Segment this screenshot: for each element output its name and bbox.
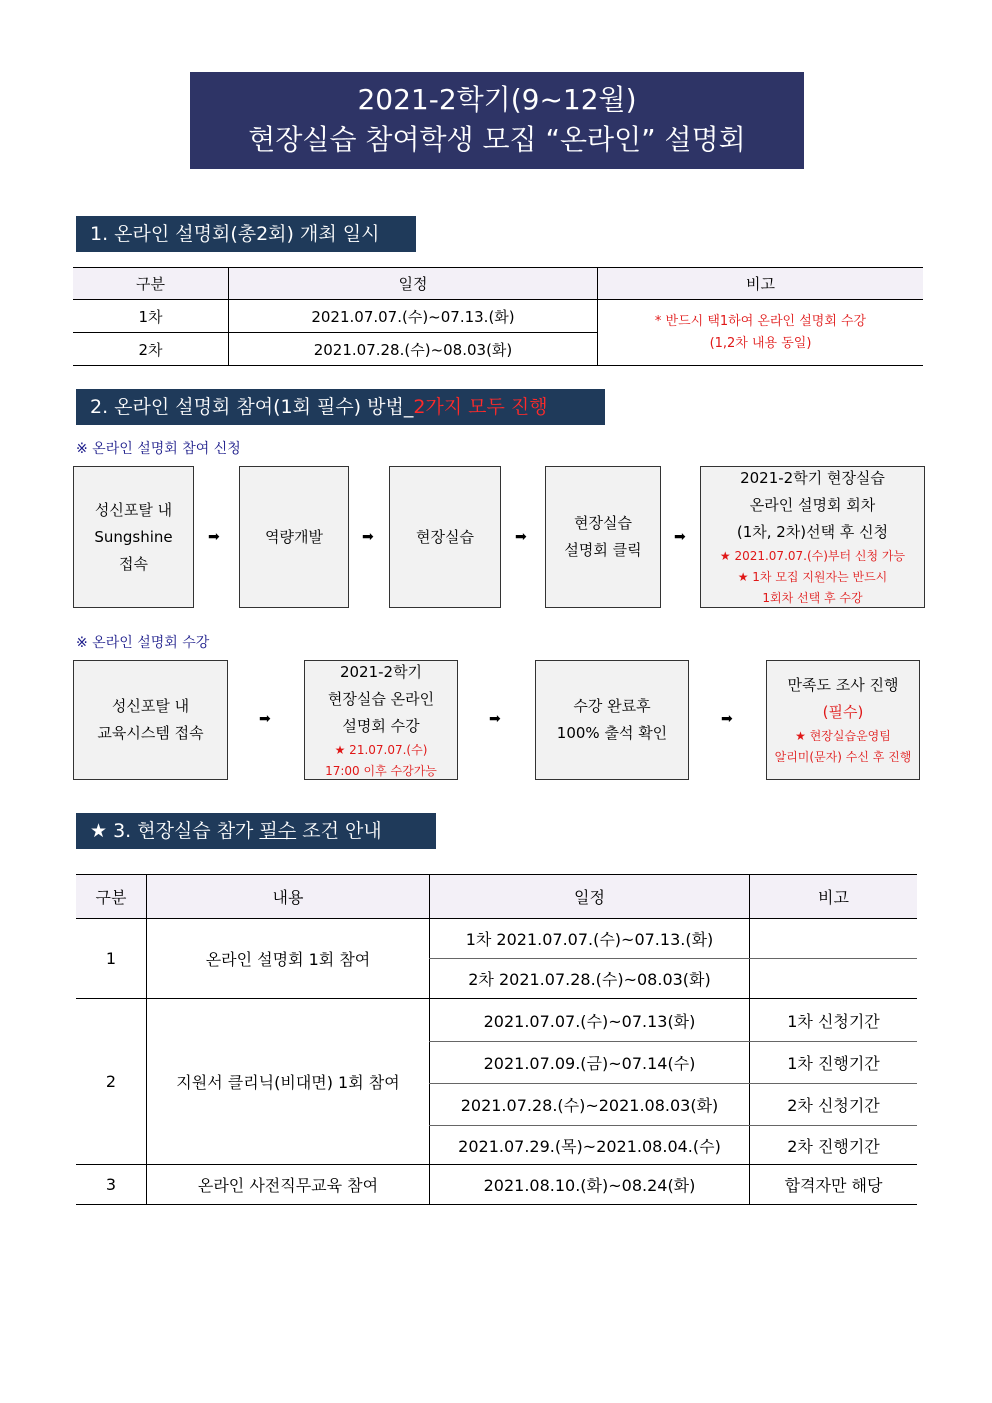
table-header-row [73,268,923,300]
arrow-icon: ➡ [721,711,733,727]
arrow-icon: ➡ [208,529,220,545]
row-date: 2021.07.28.(수)~2021.08.03(화) [430,1084,750,1126]
arrow-icon: ➡ [515,529,527,545]
flow-2-step-4: 만족도 조사 진행 (필수) ★ 현장실습운영팀 알리미(문자) 수신 후 진행 [766,660,920,780]
step-note: 17:00 이후 수강가능 [325,763,437,778]
header-remarks: 비고 [750,875,918,919]
step-note: ★ 21.07.07.(수) [334,742,428,757]
table-row [76,1165,917,1205]
row-date: 2021.07.09.(금)~07.14(수) [430,1042,750,1084]
step-note: 1회차 선택 후 수강 [762,591,863,605]
row-content: 온라인 설명회 1회 참여 [147,919,430,999]
flow-1-label: ※ 온라인 설명회 참여 신청 [76,441,241,457]
header-category: 구분 [73,268,229,300]
header-content: 내용 [147,875,430,919]
table-header-row [76,875,917,919]
remarks-note: * 반드시 택1하여 온라인 설명회 수강 (1,2차 내용 동일) [598,300,924,366]
header-schedule: 일정 [229,268,598,300]
step-note: 알리미(문자) 수신 후 진행 [774,750,912,764]
row-remark: 1차 진행기간 [750,1042,918,1084]
row-remark: 1차 신청기간 [750,999,918,1042]
row-date: 2021.07.07.(수)~07.13(화) [430,999,750,1042]
row-remark [750,959,918,999]
step-note: ★ 2021.07.07.(수)부터 신청 가능 [719,549,906,563]
flow-1-step-1: 성신포탈 내 Sungshine 접속 [73,466,194,608]
schedule-table [73,267,923,366]
page-title [190,72,804,169]
section-1-heading: 1. 온라인 설명회(총2회) 개최 일시 [76,216,416,252]
title-line-1: 2021-2학기(9~12월) [357,83,637,116]
row-remark: 합격자만 해당 [750,1165,918,1205]
step-note: ★ 현장실습운영팀 [795,729,891,743]
row-remark: 2차 진행기간 [750,1126,918,1165]
flow-1-step-3: 현장실습 [389,466,501,608]
flow-2-label: ※ 온라인 설명회 수강 [76,635,210,651]
row-date: 2021.08.10.(화)~08.24(화) [430,1165,750,1205]
arrow-icon: ➡ [489,711,501,727]
row-date: 2021.07.29.(목)~2021.08.04.(수) [430,1126,750,1165]
arrow-icon: ➡ [362,529,374,545]
row-label: 2차 [73,333,229,366]
row-date: 2021.07.07.(수)~07.13.(화) [229,300,598,333]
header-category: 구분 [76,875,147,919]
section-3-heading: ★ 3. 현장실습 참가 필수 조건 안내 [76,813,436,849]
title-line-2: 현장실습 참여학생 모집 “온라인” 설명회 [248,123,746,156]
row-content: 지원서 클리닉(비대면) 1회 참여 [147,999,430,1165]
flow-1-step-4: 현장실습 설명회 클릭 [545,466,661,608]
flow-1-step-5: 2021-2학기 현장실습 온라인 설명회 회차 (1차, 2차)선택 후 신청 ★ 2021.07.07.(수)부터 신청 가능 ★ 1차 모집 지원자는 반드시 1회차 선택 후 수강 [700,466,925,608]
requirements-table [76,874,917,1205]
heading-highlight: 2가지 모두 진행 [413,396,548,418]
row-date: 2021.07.28.(수)~08.03(화) [229,333,598,366]
section-2-heading: 2. 온라인 설명회 참여(1회 필수) 방법_2가지 모두 진행 [76,389,605,425]
flow-2-step-1: 성신포탈 내 교육시스템 접속 [73,660,228,780]
flow-2-step-2: 2021-2학기 현장실습 온라인 설명회 수강 ★ 21.07.07.(수) 17:00 이후 수강가능 [304,660,458,780]
row-number: 2 [76,999,147,1165]
row-number: 3 [76,1165,147,1205]
header-schedule: 일정 [430,875,750,919]
row-date: 2차 2021.07.28.(수)~08.03(화) [430,959,750,999]
step-note: ★ 1차 모집 지원자는 반드시 [737,570,888,584]
arrow-icon: ➡ [259,711,271,727]
row-remark: 2차 신청기간 [750,1084,918,1126]
table-row [73,300,923,333]
row-date: 1차 2021.07.07.(수)~07.13.(화) [430,919,750,959]
row-number: 1 [76,919,147,999]
header-remarks: 비고 [598,268,924,300]
row-remark [750,919,918,959]
arrow-icon: ➡ [674,529,686,545]
table-row [76,999,917,1042]
table-row [76,919,917,959]
flow-1-step-2: 역량개발 [239,466,349,608]
row-label: 1차 [73,300,229,333]
flow-2-step-3: 수강 완료후 100% 출석 확인 [535,660,689,780]
row-content: 온라인 사전직무교육 참여 [147,1165,430,1205]
